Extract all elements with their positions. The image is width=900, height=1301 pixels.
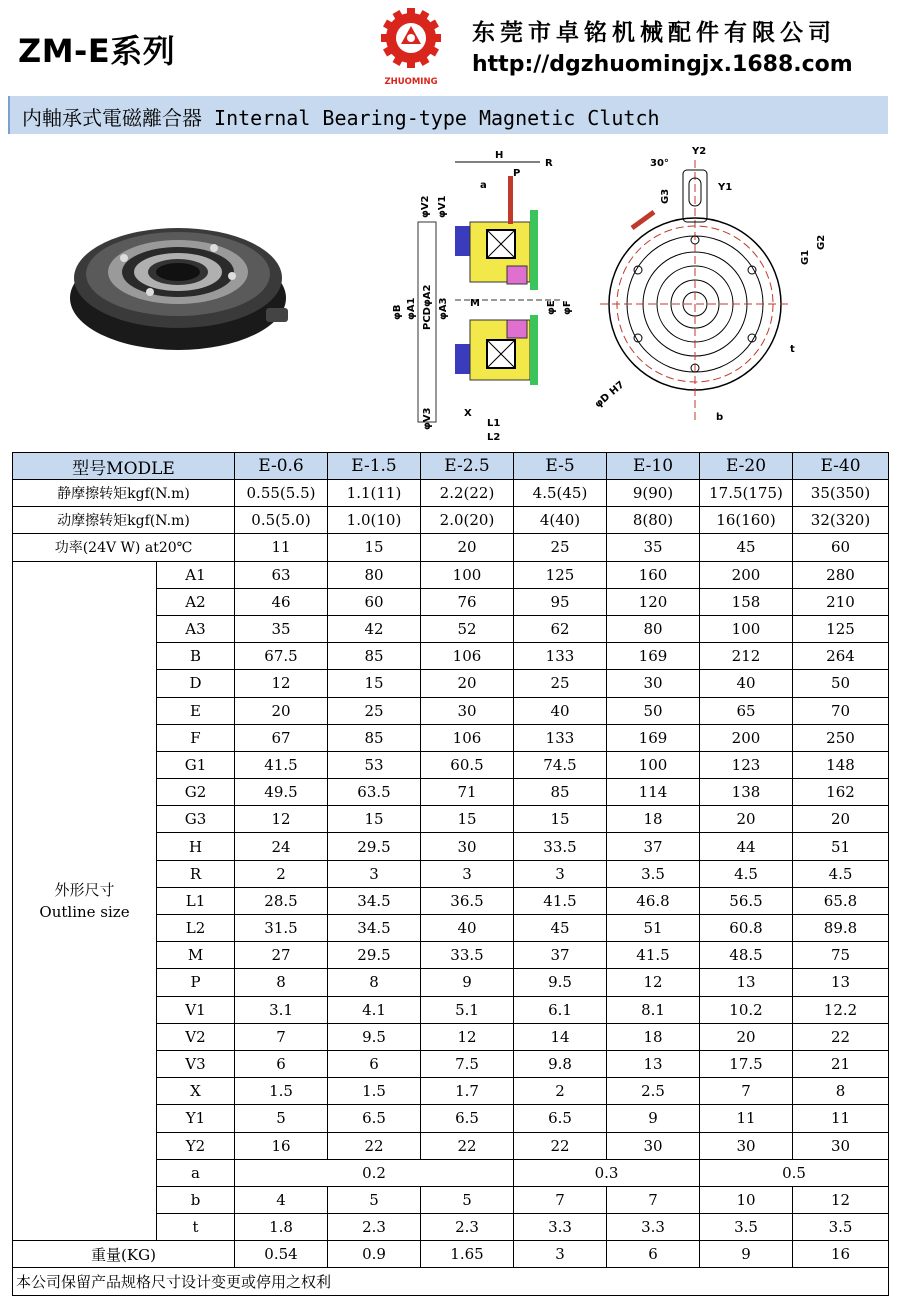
product-photo [70, 228, 288, 350]
value-cell: 3.3 [607, 1214, 700, 1241]
value-cell: 52 [421, 615, 514, 642]
svg-text:30°: 30° [650, 158, 669, 169]
value-cell: 6.5 [514, 1105, 607, 1132]
value-cell: 1.5 [235, 1078, 328, 1105]
dim-name: t [157, 1214, 235, 1241]
value-cell: 60 [328, 588, 421, 615]
value-cell: 74.5 [514, 751, 607, 778]
value-cell: 12 [793, 1186, 889, 1213]
value-cell: 35 [607, 534, 700, 561]
value-cell: 18 [607, 806, 700, 833]
value-cell: 133 [514, 724, 607, 751]
spec-table [12, 452, 889, 1296]
svg-text:φA1: φA1 [406, 297, 417, 320]
value-cell: 3 [328, 860, 421, 887]
value-cell: 3.3 [514, 1214, 607, 1241]
value-cell: 148 [793, 751, 889, 778]
value-cell: 6 [235, 1050, 328, 1077]
row-label: 功率(24V W) at20℃ [13, 534, 235, 561]
dim-name: a [157, 1159, 235, 1186]
value-cell: 212 [700, 643, 793, 670]
value-cell: 41.5 [235, 751, 328, 778]
table-row-static-torque [13, 480, 889, 507]
value-cell: 50 [607, 697, 700, 724]
value-cell: 280 [793, 561, 889, 588]
value-cell: 41.5 [607, 942, 700, 969]
logo-text: ZHUOMING [384, 77, 438, 87]
value-cell: 6 [328, 1050, 421, 1077]
value-cell: 85 [514, 779, 607, 806]
value-cell: 30 [607, 670, 700, 697]
value-cell: 75 [793, 942, 889, 969]
value-cell: 60 [793, 534, 889, 561]
value-cell: 2.5 [607, 1078, 700, 1105]
dim-name: B [157, 643, 235, 670]
value-cell: 3 [514, 1241, 607, 1268]
value-cell: 11 [793, 1105, 889, 1132]
value-cell: 13 [700, 969, 793, 996]
value-cell: 1.7 [421, 1078, 514, 1105]
dim-name: E [157, 697, 235, 724]
page-header [0, 0, 900, 92]
value-cell: 80 [328, 561, 421, 588]
value-cell: 15 [328, 670, 421, 697]
value-cell: 125 [514, 561, 607, 588]
value-cell: 27 [235, 942, 328, 969]
value-cell: 16(160) [700, 507, 793, 534]
value-cell: 9 [700, 1241, 793, 1268]
value-cell: 11 [235, 534, 328, 561]
svg-text:a: a [480, 180, 487, 191]
dim-name: A3 [157, 615, 235, 642]
value-cell: 45 [700, 534, 793, 561]
dim-name: Y2 [157, 1132, 235, 1159]
svg-text:φF: φF [562, 300, 573, 315]
value-cell: 28.5 [235, 887, 328, 914]
value-cell: 138 [700, 779, 793, 806]
product-subtitle: 内軸承式電磁離合器 Internal Bearing-type Magnetic Clutch [22, 106, 660, 130]
value-cell: 80 [607, 615, 700, 642]
value-cell: 46.8 [607, 887, 700, 914]
value-cell: 37 [607, 833, 700, 860]
value-cell: 6.5 [421, 1105, 514, 1132]
value-cell: 160 [607, 561, 700, 588]
value-cell: 0.5(5.0) [235, 507, 328, 534]
value-cell: 9 [607, 1105, 700, 1132]
dim-name: G1 [157, 751, 235, 778]
value-cell: 162 [793, 779, 889, 806]
model-cell: E-10 [607, 453, 700, 480]
value-cell: 1.8 [235, 1214, 328, 1241]
row-label: 静摩擦转矩kgf(N.m) [13, 480, 235, 507]
value-cell: 169 [607, 724, 700, 751]
value-cell: 3.5 [607, 860, 700, 887]
value-cell: 250 [793, 724, 889, 751]
value-cell: 67 [235, 724, 328, 751]
value-cell: 22 [421, 1132, 514, 1159]
series-title: ZM-E系列 [18, 32, 176, 70]
value-cell: 65 [700, 697, 793, 724]
value-cell: 169 [607, 643, 700, 670]
svg-text:L1: L1 [487, 418, 501, 429]
value-cell: 2.0(20) [421, 507, 514, 534]
dim-name: H [157, 833, 235, 860]
value-cell: 4.5 [793, 860, 889, 887]
value-cell: 2.3 [421, 1214, 514, 1241]
value-cell: 15 [514, 806, 607, 833]
value-cell: 10.2 [700, 996, 793, 1023]
svg-text:φE: φE [546, 300, 557, 315]
value-cell: 10 [700, 1186, 793, 1213]
value-cell: 36.5 [421, 887, 514, 914]
svg-text:Y2: Y2 [692, 146, 707, 157]
dim-name: Y1 [157, 1105, 235, 1132]
svg-text:φV2: φV2 [420, 195, 431, 218]
value-cell: 5 [421, 1186, 514, 1213]
value-cell: 100 [700, 615, 793, 642]
value-cell: 44 [700, 833, 793, 860]
value-cell: 14 [514, 1023, 607, 1050]
disclaimer: 本公司保留产品规格尺寸设计变更或停用之权利 [13, 1268, 889, 1295]
value-cell: 65.8 [793, 887, 889, 914]
value-cell-merged: 0.5 [700, 1159, 889, 1186]
zhuoming-logo [380, 8, 442, 88]
dim-name: G2 [157, 779, 235, 806]
value-cell: 123 [700, 751, 793, 778]
value-cell: 0.55(5.5) [235, 480, 328, 507]
value-cell: 60.8 [700, 915, 793, 942]
value-cell: 33.5 [421, 942, 514, 969]
model-header: 型号MODLE [13, 453, 235, 480]
value-cell: 40 [700, 670, 793, 697]
value-cell: 200 [700, 561, 793, 588]
svg-text:R: R [545, 158, 553, 169]
value-cell: 40 [421, 915, 514, 942]
svg-text:H: H [495, 150, 504, 161]
model-cell: E-1.5 [328, 453, 421, 480]
value-cell: 30 [421, 833, 514, 860]
outline-size-label [13, 561, 157, 1241]
dim-name: L1 [157, 887, 235, 914]
row-label: 动摩擦转矩kgf(N.m) [13, 507, 235, 534]
value-cell: 125 [793, 615, 889, 642]
value-cell: 7 [700, 1078, 793, 1105]
value-cell: 63 [235, 561, 328, 588]
value-cell: 85 [328, 724, 421, 751]
value-cell: 4(40) [514, 507, 607, 534]
value-cell: 120 [607, 588, 700, 615]
svg-text:φA3: φA3 [438, 297, 449, 320]
value-cell: 9(90) [607, 480, 700, 507]
model-cell: E-40 [793, 453, 889, 480]
value-cell: 6 [607, 1241, 700, 1268]
value-cell: 0.9 [328, 1241, 421, 1268]
svg-text:G3: G3 [660, 188, 671, 204]
table-row-power [13, 534, 889, 561]
value-cell: 7 [607, 1186, 700, 1213]
dim-name: b [157, 1186, 235, 1213]
value-cell: 1.0(10) [328, 507, 421, 534]
value-cell: 20 [421, 534, 514, 561]
value-cell: 4.5(45) [514, 480, 607, 507]
dim-name: X [157, 1078, 235, 1105]
value-cell: 264 [793, 643, 889, 670]
value-cell: 17.5 [700, 1050, 793, 1077]
model-cell: E-5 [514, 453, 607, 480]
value-cell: 12 [235, 670, 328, 697]
value-cell: 60.5 [421, 751, 514, 778]
value-cell: 34.5 [328, 887, 421, 914]
svg-text:PCDφA2: PCDφA2 [422, 284, 433, 330]
value-cell: 21 [793, 1050, 889, 1077]
svg-text:G2: G2 [816, 234, 827, 250]
value-cell: 85 [328, 643, 421, 670]
value-cell: 2 [514, 1078, 607, 1105]
value-cell: 71 [421, 779, 514, 806]
value-cell: 9 [421, 969, 514, 996]
model-cell: E-2.5 [421, 453, 514, 480]
value-cell: 62 [514, 615, 607, 642]
value-cell: 12 [235, 806, 328, 833]
value-cell: 22 [793, 1023, 889, 1050]
section-drawing [392, 150, 573, 443]
value-cell: 1.5 [328, 1078, 421, 1105]
value-cell: 31.5 [235, 915, 328, 942]
value-cell: 5 [328, 1186, 421, 1213]
value-cell: 30 [793, 1132, 889, 1159]
dim-name: A1 [157, 561, 235, 588]
value-cell: 2.2(22) [421, 480, 514, 507]
value-cell: 7 [514, 1186, 607, 1213]
svg-text:φV3: φV3 [422, 407, 433, 430]
value-cell: 18 [607, 1023, 700, 1050]
value-cell: 37 [514, 942, 607, 969]
value-cell: 7 [235, 1023, 328, 1050]
value-cell: 20 [793, 806, 889, 833]
value-cell: 12 [421, 1023, 514, 1050]
value-cell: 22 [328, 1132, 421, 1159]
value-cell: 6.5 [328, 1105, 421, 1132]
value-cell: 8 [793, 1078, 889, 1105]
value-cell: 3.5 [700, 1214, 793, 1241]
value-cell: 42 [328, 615, 421, 642]
value-cell: 2 [235, 860, 328, 887]
value-cell: 16 [793, 1241, 889, 1268]
value-cell: 4 [235, 1186, 328, 1213]
value-cell: 1.1(11) [328, 480, 421, 507]
value-cell: 25 [514, 534, 607, 561]
table-row-dim [13, 561, 889, 588]
svg-text:L2: L2 [487, 432, 501, 443]
value-cell: 13 [607, 1050, 700, 1077]
value-cell: 89.8 [793, 915, 889, 942]
table-row-dynamic-torque [13, 507, 889, 534]
value-cell: 210 [793, 588, 889, 615]
value-cell: 29.5 [328, 833, 421, 860]
value-cell: 49.5 [235, 779, 328, 806]
value-cell: 4.1 [328, 996, 421, 1023]
table-header-row [13, 453, 889, 480]
value-cell: 12 [607, 969, 700, 996]
value-cell: 133 [514, 643, 607, 670]
value-cell: 20 [421, 670, 514, 697]
value-cell: 35 [235, 615, 328, 642]
value-cell: 20 [700, 1023, 793, 1050]
value-cell: 41.5 [514, 887, 607, 914]
value-cell: 3.5 [793, 1214, 889, 1241]
value-cell: 20 [700, 806, 793, 833]
dim-name: A2 [157, 588, 235, 615]
value-cell: 0.54 [235, 1241, 328, 1268]
row-label: 重量(KG) [13, 1241, 235, 1268]
value-cell: 13 [793, 969, 889, 996]
value-cell: 5 [235, 1105, 328, 1132]
model-cell: E-0.6 [235, 453, 328, 480]
value-cell: 3 [514, 860, 607, 887]
value-cell: 3.1 [235, 996, 328, 1023]
value-cell: 95 [514, 588, 607, 615]
dim-name: F [157, 724, 235, 751]
value-cell: 51 [607, 915, 700, 942]
value-cell: 16 [235, 1132, 328, 1159]
dim-name: P [157, 969, 235, 996]
company-url: http://dgzhuomingjx.1688.com [472, 52, 853, 77]
value-cell: 100 [421, 561, 514, 588]
value-cell: 12.2 [793, 996, 889, 1023]
dim-name: V3 [157, 1050, 235, 1077]
svg-text:Y1: Y1 [718, 182, 733, 193]
value-cell: 6.1 [514, 996, 607, 1023]
outline-label-cn: 外形尺寸 [54, 880, 115, 899]
value-cell: 7.5 [421, 1050, 514, 1077]
value-cell: 40 [514, 697, 607, 724]
value-cell: 33.5 [514, 833, 607, 860]
value-cell: 51 [793, 833, 889, 860]
value-cell: 20 [235, 697, 328, 724]
value-cell: 106 [421, 643, 514, 670]
value-cell: 15 [328, 806, 421, 833]
value-cell: 106 [421, 724, 514, 751]
value-cell: 70 [793, 697, 889, 724]
value-cell: 76 [421, 588, 514, 615]
value-cell: 67.5 [235, 643, 328, 670]
dim-name: M [157, 942, 235, 969]
value-cell: 9.5 [328, 1023, 421, 1050]
svg-text:M: M [470, 298, 480, 309]
svg-text:X: X [464, 408, 472, 419]
svg-text:φV1: φV1 [437, 195, 448, 218]
value-cell-merged: 0.3 [514, 1159, 700, 1186]
table-footer-row [13, 1268, 889, 1295]
value-cell: 56.5 [700, 887, 793, 914]
value-cell: 3 [421, 860, 514, 887]
value-cell: 114 [607, 779, 700, 806]
table-row-weight [13, 1241, 889, 1268]
value-cell: 53 [328, 751, 421, 778]
value-cell: 2.3 [328, 1214, 421, 1241]
value-cell: 8 [328, 969, 421, 996]
svg-text:P: P [513, 168, 521, 179]
svg-text:t: t [790, 344, 795, 355]
value-cell: 11 [700, 1105, 793, 1132]
value-cell: 15 [328, 534, 421, 561]
value-cell: 9.5 [514, 969, 607, 996]
face-drawing [593, 146, 827, 423]
value-cell: 24 [235, 833, 328, 860]
value-cell: 1.65 [421, 1241, 514, 1268]
dim-name: V2 [157, 1023, 235, 1050]
svg-text:φB: φB [392, 304, 403, 320]
value-cell: 63.5 [328, 779, 421, 806]
value-cell: 46 [235, 588, 328, 615]
value-cell: 15 [421, 806, 514, 833]
value-cell: 5.1 [421, 996, 514, 1023]
value-cell: 45 [514, 915, 607, 942]
dim-name: G3 [157, 806, 235, 833]
dim-name: V1 [157, 996, 235, 1023]
value-cell: 25 [328, 697, 421, 724]
value-cell: 35(350) [793, 480, 889, 507]
value-cell-merged: 0.2 [235, 1159, 514, 1186]
dim-name: L2 [157, 915, 235, 942]
value-cell: 200 [700, 724, 793, 751]
outline-label-en: Outline size [39, 902, 130, 921]
value-cell: 8(80) [607, 507, 700, 534]
value-cell: 25 [514, 670, 607, 697]
value-cell: 30 [421, 697, 514, 724]
model-cell: E-20 [700, 453, 793, 480]
value-cell: 8.1 [607, 996, 700, 1023]
value-cell: 17.5(175) [700, 480, 793, 507]
value-cell: 158 [700, 588, 793, 615]
svg-text:G1: G1 [800, 249, 811, 265]
dim-name: D [157, 670, 235, 697]
value-cell: 34.5 [328, 915, 421, 942]
dim-name: R [157, 860, 235, 887]
value-cell: 100 [607, 751, 700, 778]
value-cell: 48.5 [700, 942, 793, 969]
value-cell: 8 [235, 969, 328, 996]
svg-text:b: b [716, 412, 724, 423]
company-name: 东莞市卓铭机械配件有限公司 [472, 20, 836, 46]
value-cell: 29.5 [328, 942, 421, 969]
value-cell: 50 [793, 670, 889, 697]
value-cell: 4.5 [700, 860, 793, 887]
svg-text:φD H7: φD H7 [592, 379, 627, 411]
value-cell: 9.8 [514, 1050, 607, 1077]
value-cell: 30 [700, 1132, 793, 1159]
value-cell: 30 [607, 1132, 700, 1159]
value-cell: 32(320) [793, 507, 889, 534]
subtitle-bar [8, 96, 888, 134]
product-figures [0, 140, 900, 450]
value-cell: 22 [514, 1132, 607, 1159]
